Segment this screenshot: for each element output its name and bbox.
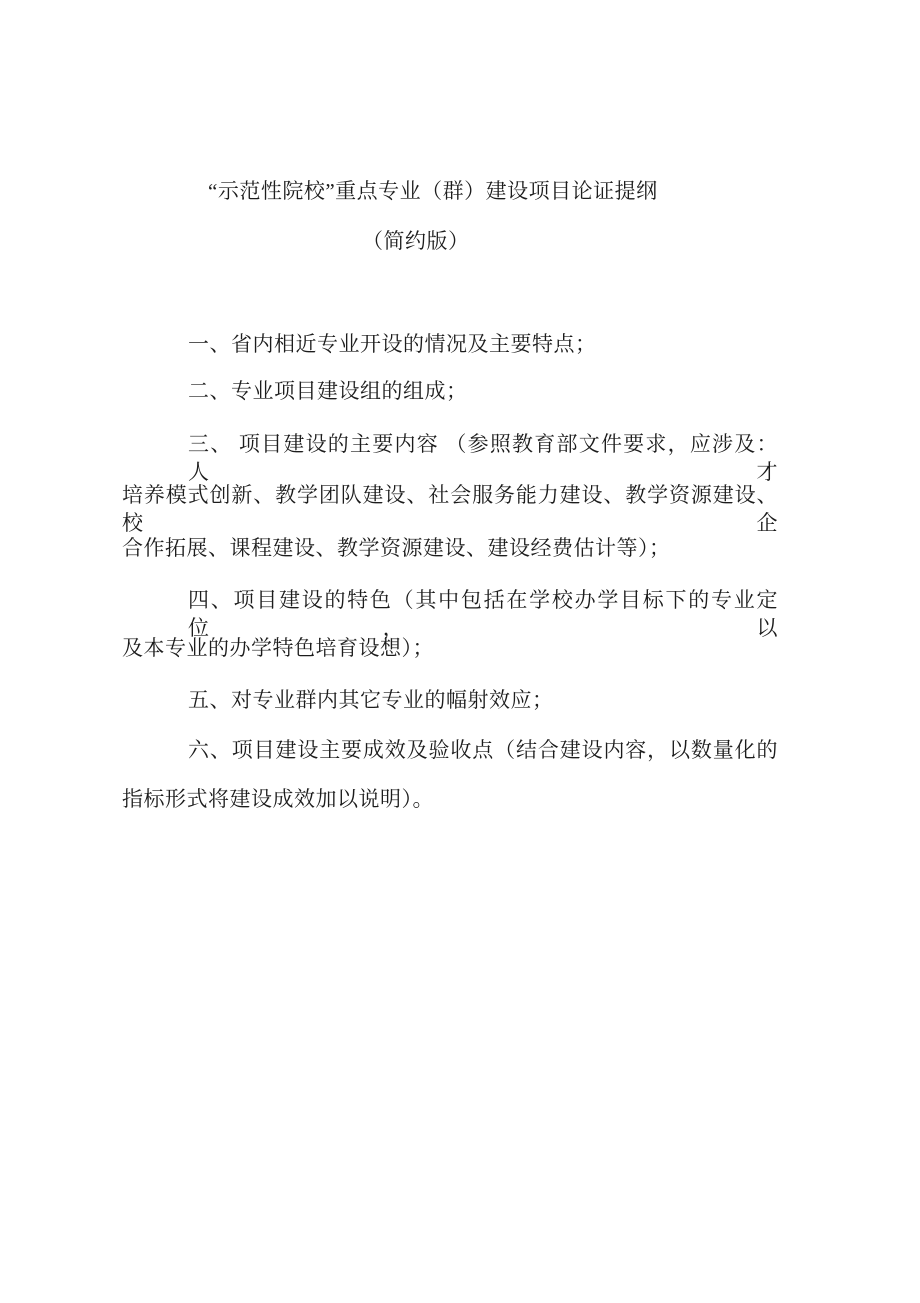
list-item-3-line-3: 合作拓展、课程建设、教学资源建设、建设经费估计等）； [122, 536, 671, 560]
list-item-5: 五、对专业群内其它专业的幅射效应； [188, 688, 554, 712]
list-item-3-line-2: 培养模式创新、教学团队建设、社会服务能力建设、教学资源建设、校企 [122, 483, 778, 535]
list-item-1: 一、省内相近专业开设的情况及主要特点； [188, 332, 597, 356]
list-item-4-line-2: 及本专业的办学特色培育设想）； [122, 636, 434, 660]
document-subtitle: （简约版） [362, 229, 470, 253]
list-item-6-line-2: 指标形式将建设成效加以说明）。 [122, 787, 434, 811]
list-item-2: 二、专业项目建设组的组成； [188, 379, 468, 403]
list-item-4-line-1: 四、项目建设的特色（其中包括在学校办学目标下的专业定位， 以 [188, 588, 778, 640]
list-item-6-line-1: 六、项目建设主要成效及验收点（结合建设内容，以数量化的 [188, 738, 778, 762]
document-title: “示范性院校”重点专业（群）建设项目论证提纲 [208, 179, 658, 203]
list-item-3-line-1: 三、 项目建设的主要内容 （参照教育部文件要求，应涉及：人才 [188, 432, 778, 484]
